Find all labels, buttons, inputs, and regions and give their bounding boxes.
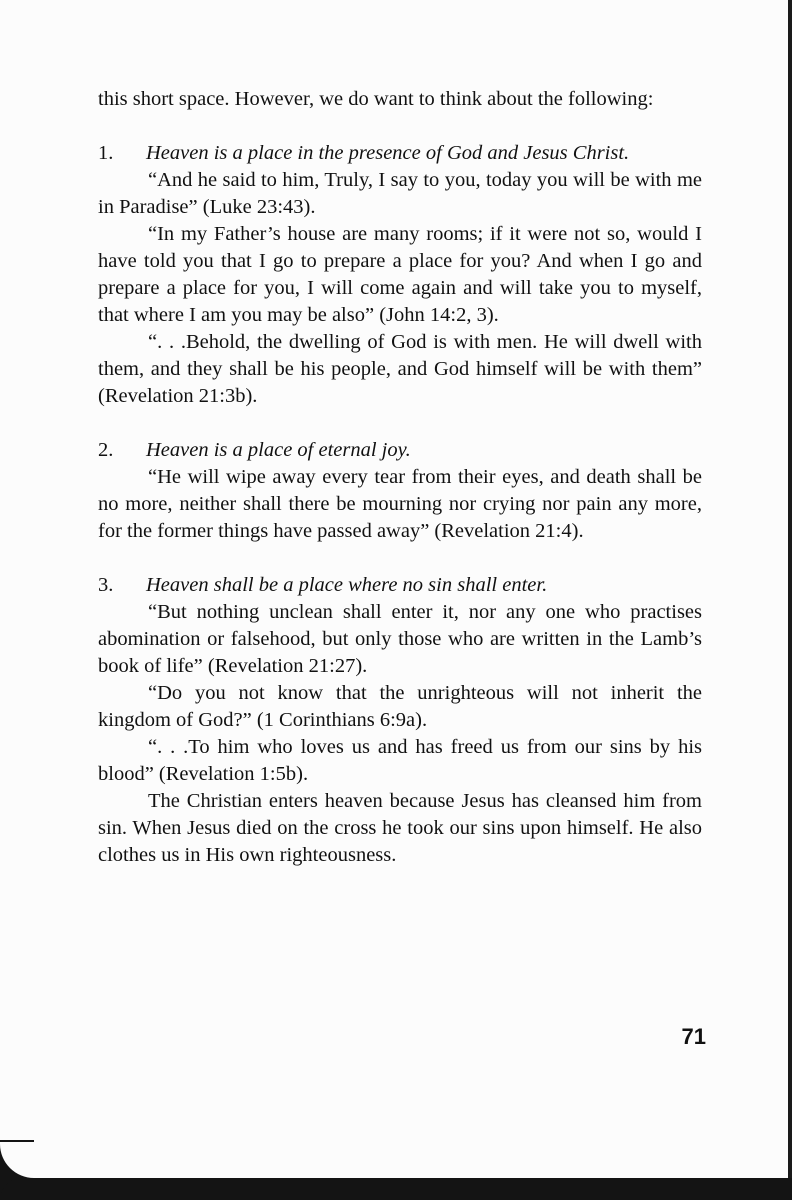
spacer	[98, 410, 702, 437]
scan-edge-bottom	[0, 1178, 792, 1200]
section-heading	[98, 572, 702, 599]
section-number: 3.	[98, 574, 114, 596]
scripture-paragraph: “And he said to him, Truly, I say to you, today you will be with me in Paradise” (Luke 23:43).	[98, 169, 702, 218]
section-heading-text: Heaven is a place in the presence of God and Jesus Christ.	[146, 142, 630, 164]
spacer	[98, 113, 702, 140]
body-paragraph: The Christian enters heaven because Jesus has cleansed him from sin. When Jesus died on the cross he took our sins upon himself. He also clothes us in His own righteousness.	[98, 790, 702, 866]
section-heading	[98, 437, 702, 464]
scripture-paragraph: “He will wipe away every tear from their eyes, and death shall be no more, neither shall there be mourning nor crying nor pain any more, for the former things have passed away” (Revelation 21:4).	[98, 466, 702, 542]
section-number: 2.	[98, 439, 114, 461]
page-number: 71	[681, 1024, 706, 1049]
section-heading-text: Heaven is a place of eternal joy.	[146, 439, 411, 461]
scripture-paragraph: “Do you not know that the unrighteous will not inherit the kingdom of God?” (1 Corinthians 6:9a).	[98, 682, 702, 731]
scripture-paragraph: “In my Father’s house are many rooms; if it were not so, would I have told you that I go to prepare a place for you? And when I go and prepare a place for you, I will come again and will take you to myself, that where I am you may be also” (John 14:2, 3).	[98, 223, 702, 326]
scan-edge-right	[788, 0, 792, 1200]
section-heading	[98, 140, 702, 167]
intro-paragraph: this short space. However, we do want to think about the following:	[98, 88, 654, 110]
page-text	[98, 86, 702, 869]
section-heading-text: Heaven shall be a place where no sin shall enter.	[146, 574, 548, 596]
scripture-paragraph: “But nothing unclean shall enter it, nor any one who practises abomination or falsehood, but only those who are written in the Lamb’s book of life” (Revelation 21:27).	[98, 601, 702, 677]
scripture-paragraph: “. . .Behold, the dwelling of God is with men. He will dwell with them, and they shall be his people, and God himself will be with them” (Revelation 21:3b).	[98, 331, 702, 407]
section-number: 1.	[98, 142, 114, 164]
scripture-paragraph: “. . .To him who loves us and has freed us from our sins by his blood” (Revelation 1:5b).	[98, 736, 702, 785]
spacer	[98, 545, 702, 572]
